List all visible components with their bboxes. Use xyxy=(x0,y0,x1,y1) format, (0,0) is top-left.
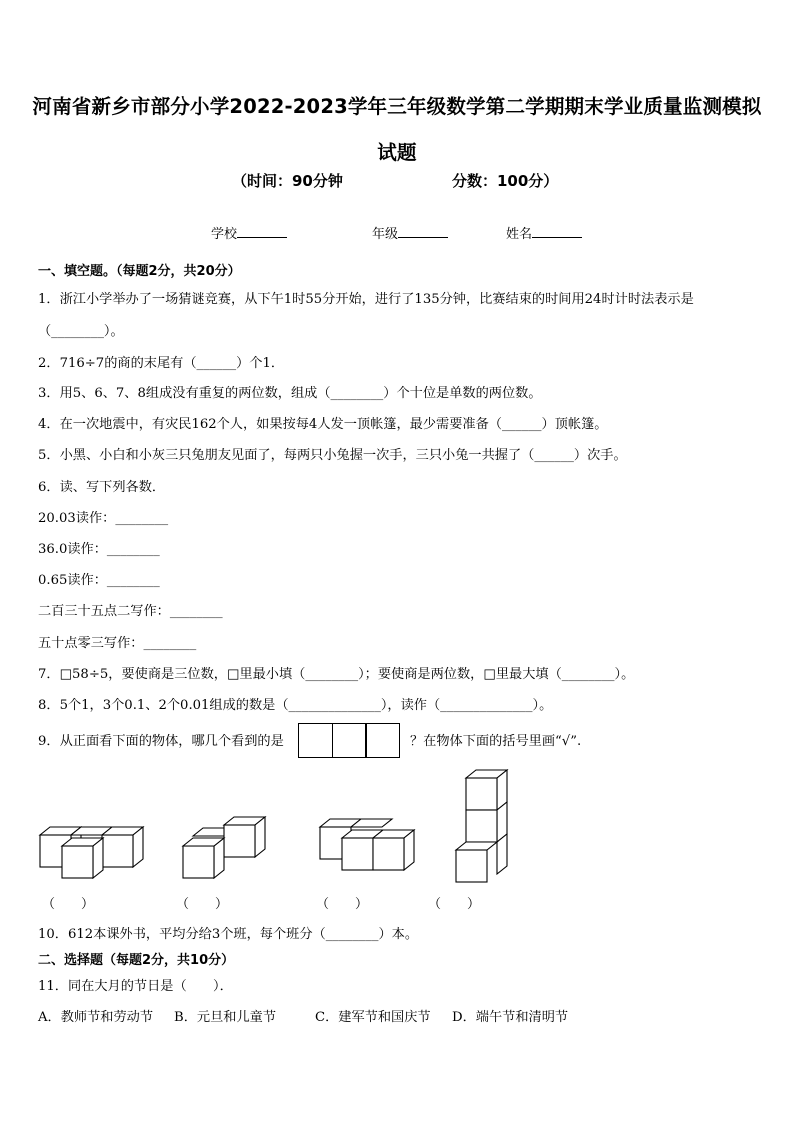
section-choice: 二、选择题（每题2分，共10分） xyxy=(38,953,235,968)
answer-paren-4[interactable]: （ ） xyxy=(428,897,481,912)
question-11-option-a[interactable]: A．教师节和劳动节 xyxy=(38,1010,154,1025)
page-title: 河南省新乡市部分小学2022-2023学年三年级数学第二学期期末学业质量监测模拟试题 xyxy=(32,95,762,164)
question-6a: 20.03读作：________ xyxy=(38,511,169,526)
answer-paren-3[interactable]: （ ） xyxy=(316,897,369,912)
question-5: 5．小黑、小白和小灰三只兔朋友见面了，每两只小兔握一次手，三只小兔一共握了（______）次手。 xyxy=(38,448,627,463)
question-1-line1: 1．浙江小学举办了一场猜谜竞赛，从下午1时55分开始，进行了135分钟，比赛结束的时间用24时计时法表示是 xyxy=(38,292,694,307)
front-view-square xyxy=(365,723,400,758)
time-label: （时间：90分钟 xyxy=(232,172,343,190)
question-9-text-a: 9．从正面看下面的物体，哪几个看到的是 xyxy=(38,734,284,749)
question-6e: 五十点零三写作：________ xyxy=(38,636,197,651)
grade-label: 年级 xyxy=(372,227,399,242)
question-6c: 0.65读作：________ xyxy=(38,573,160,588)
question-11: 11．同在大月的节日是（ ）． xyxy=(38,979,233,994)
name-blank[interactable] xyxy=(532,223,582,238)
question-11-option-b[interactable]: B．元旦和儿童节 xyxy=(174,1010,277,1025)
cube-figures xyxy=(0,760,794,890)
cube-figure-1 xyxy=(40,827,143,878)
grade-field[interactable] xyxy=(372,223,448,242)
cube-figure-3 xyxy=(320,819,414,870)
school-label: 学校 xyxy=(211,227,238,242)
answer-paren-1[interactable]: （ ） xyxy=(42,897,95,912)
question-9-text-b: ？在物体下面的括号里画“√”. xyxy=(410,734,582,749)
question-6d: 二百三十五点二写作：________ xyxy=(38,604,223,619)
question-3: 3．用5、6、7、8组成没有重复的两位数，组成（________）个十位是单数的两位数。 xyxy=(38,386,542,401)
section-fill-in: 一、填空题。（每题2分，共20分） xyxy=(38,264,241,279)
front-view-square xyxy=(332,723,367,758)
answer-paren-2[interactable]: （ ） xyxy=(176,897,229,912)
question-11-option-c[interactable]: C．建军节和国庆节 xyxy=(315,1010,431,1025)
question-8: 8．5个1，3个0.1、2个0.01组成的数是（______________），读作（______________）。 xyxy=(38,698,553,713)
question-6b: 36.0读作：________ xyxy=(38,542,160,557)
name-field[interactable] xyxy=(506,223,582,242)
question-6: 6．读、写下列各数． xyxy=(38,480,166,495)
front-view-squares xyxy=(299,723,400,758)
question-10: 10．612本课外书，平均分给3个班，每个班分（________）本。 xyxy=(38,927,419,942)
cube-figure-2 xyxy=(183,817,265,878)
grade-blank[interactable] xyxy=(398,223,448,238)
question-1-line2: （________）。 xyxy=(38,324,124,339)
score-label: 分数：100分） xyxy=(452,172,559,190)
school-field[interactable] xyxy=(211,223,287,242)
question-7: 7．□58÷5，要使商是三位数，□里最小填（________）；要使商是两位数，□里最大填（________）。 xyxy=(38,667,635,682)
question-11-option-d[interactable]: D．端午节和清明节 xyxy=(452,1010,569,1025)
name-label: 姓名 xyxy=(506,227,533,242)
question-2: 2．716÷7的商的末尾有（______）个1． xyxy=(38,356,285,371)
school-blank[interactable] xyxy=(237,223,287,238)
cube-figure-4 xyxy=(456,770,507,882)
question-4: 4．在一次地震中，有灾民162个人，如果按每4人发一顶帐篷，最少需要准备（______）顶帐篷。 xyxy=(38,417,608,432)
front-view-square xyxy=(298,723,333,758)
